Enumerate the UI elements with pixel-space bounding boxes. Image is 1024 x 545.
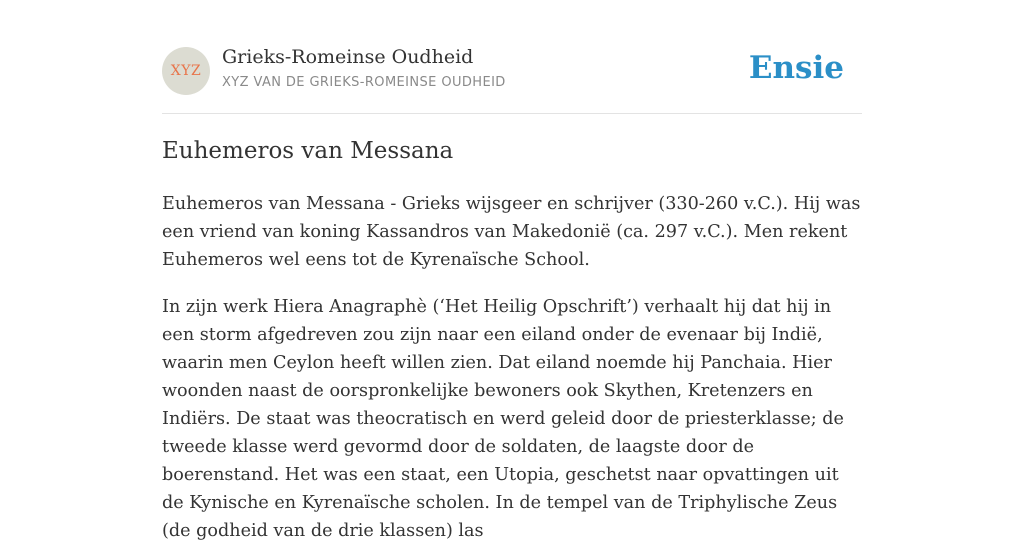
publication-avatar[interactable]: XYZ [162, 47, 210, 95]
publication-title[interactable]: Grieks-Romeinse Oudheid [222, 46, 474, 68]
ensie-logo[interactable]: Ensie [748, 50, 844, 86]
content-column [162, 0, 862, 541]
article-title: Euhemeros van Messana [162, 138, 454, 164]
article-paragraph: Euhemeros van Messana - Grieks wijsgeer en schrijver (330-260 v.C.). Hij was een vriend van koning Kassandros van Makedonië (ca. 297 v.C.). Men rekent Euhemeros wel eens tot de Kyrenaïsche School. [162, 194, 861, 270]
publication-subtitle: XYZ VAN DE GRIEKS-ROMEINSE OUDHEID [222, 75, 506, 90]
publication-header [162, 0, 862, 114]
article-paragraph: In zijn werk Hiera Anagraphè (‘Het Heilig Opschrift’) verhaalt hij dat hij in een storm afgedreven zou zijn naar een eiland onder de evenaar bij Indië, waarin men Ceylon heeft willen zien. Dat eiland noemde hij Panchaia. Hier woonden naast de oorspronkelijke bewoners ook Skythen, Kretenzers en Indiërs. De staat was theocratisch en werd geleid door de priesterklasse; de tweede klasse werd gevormd door de soldaten, de laagste door de boerenstand. Het was een staat, een Utopia, geschetst naar opvattingen uit de Kynische en Kyrenaïsche scholen. In de tempel van de Triphylische Zeus (de godheid van de drie klassen) las [162, 297, 844, 541]
